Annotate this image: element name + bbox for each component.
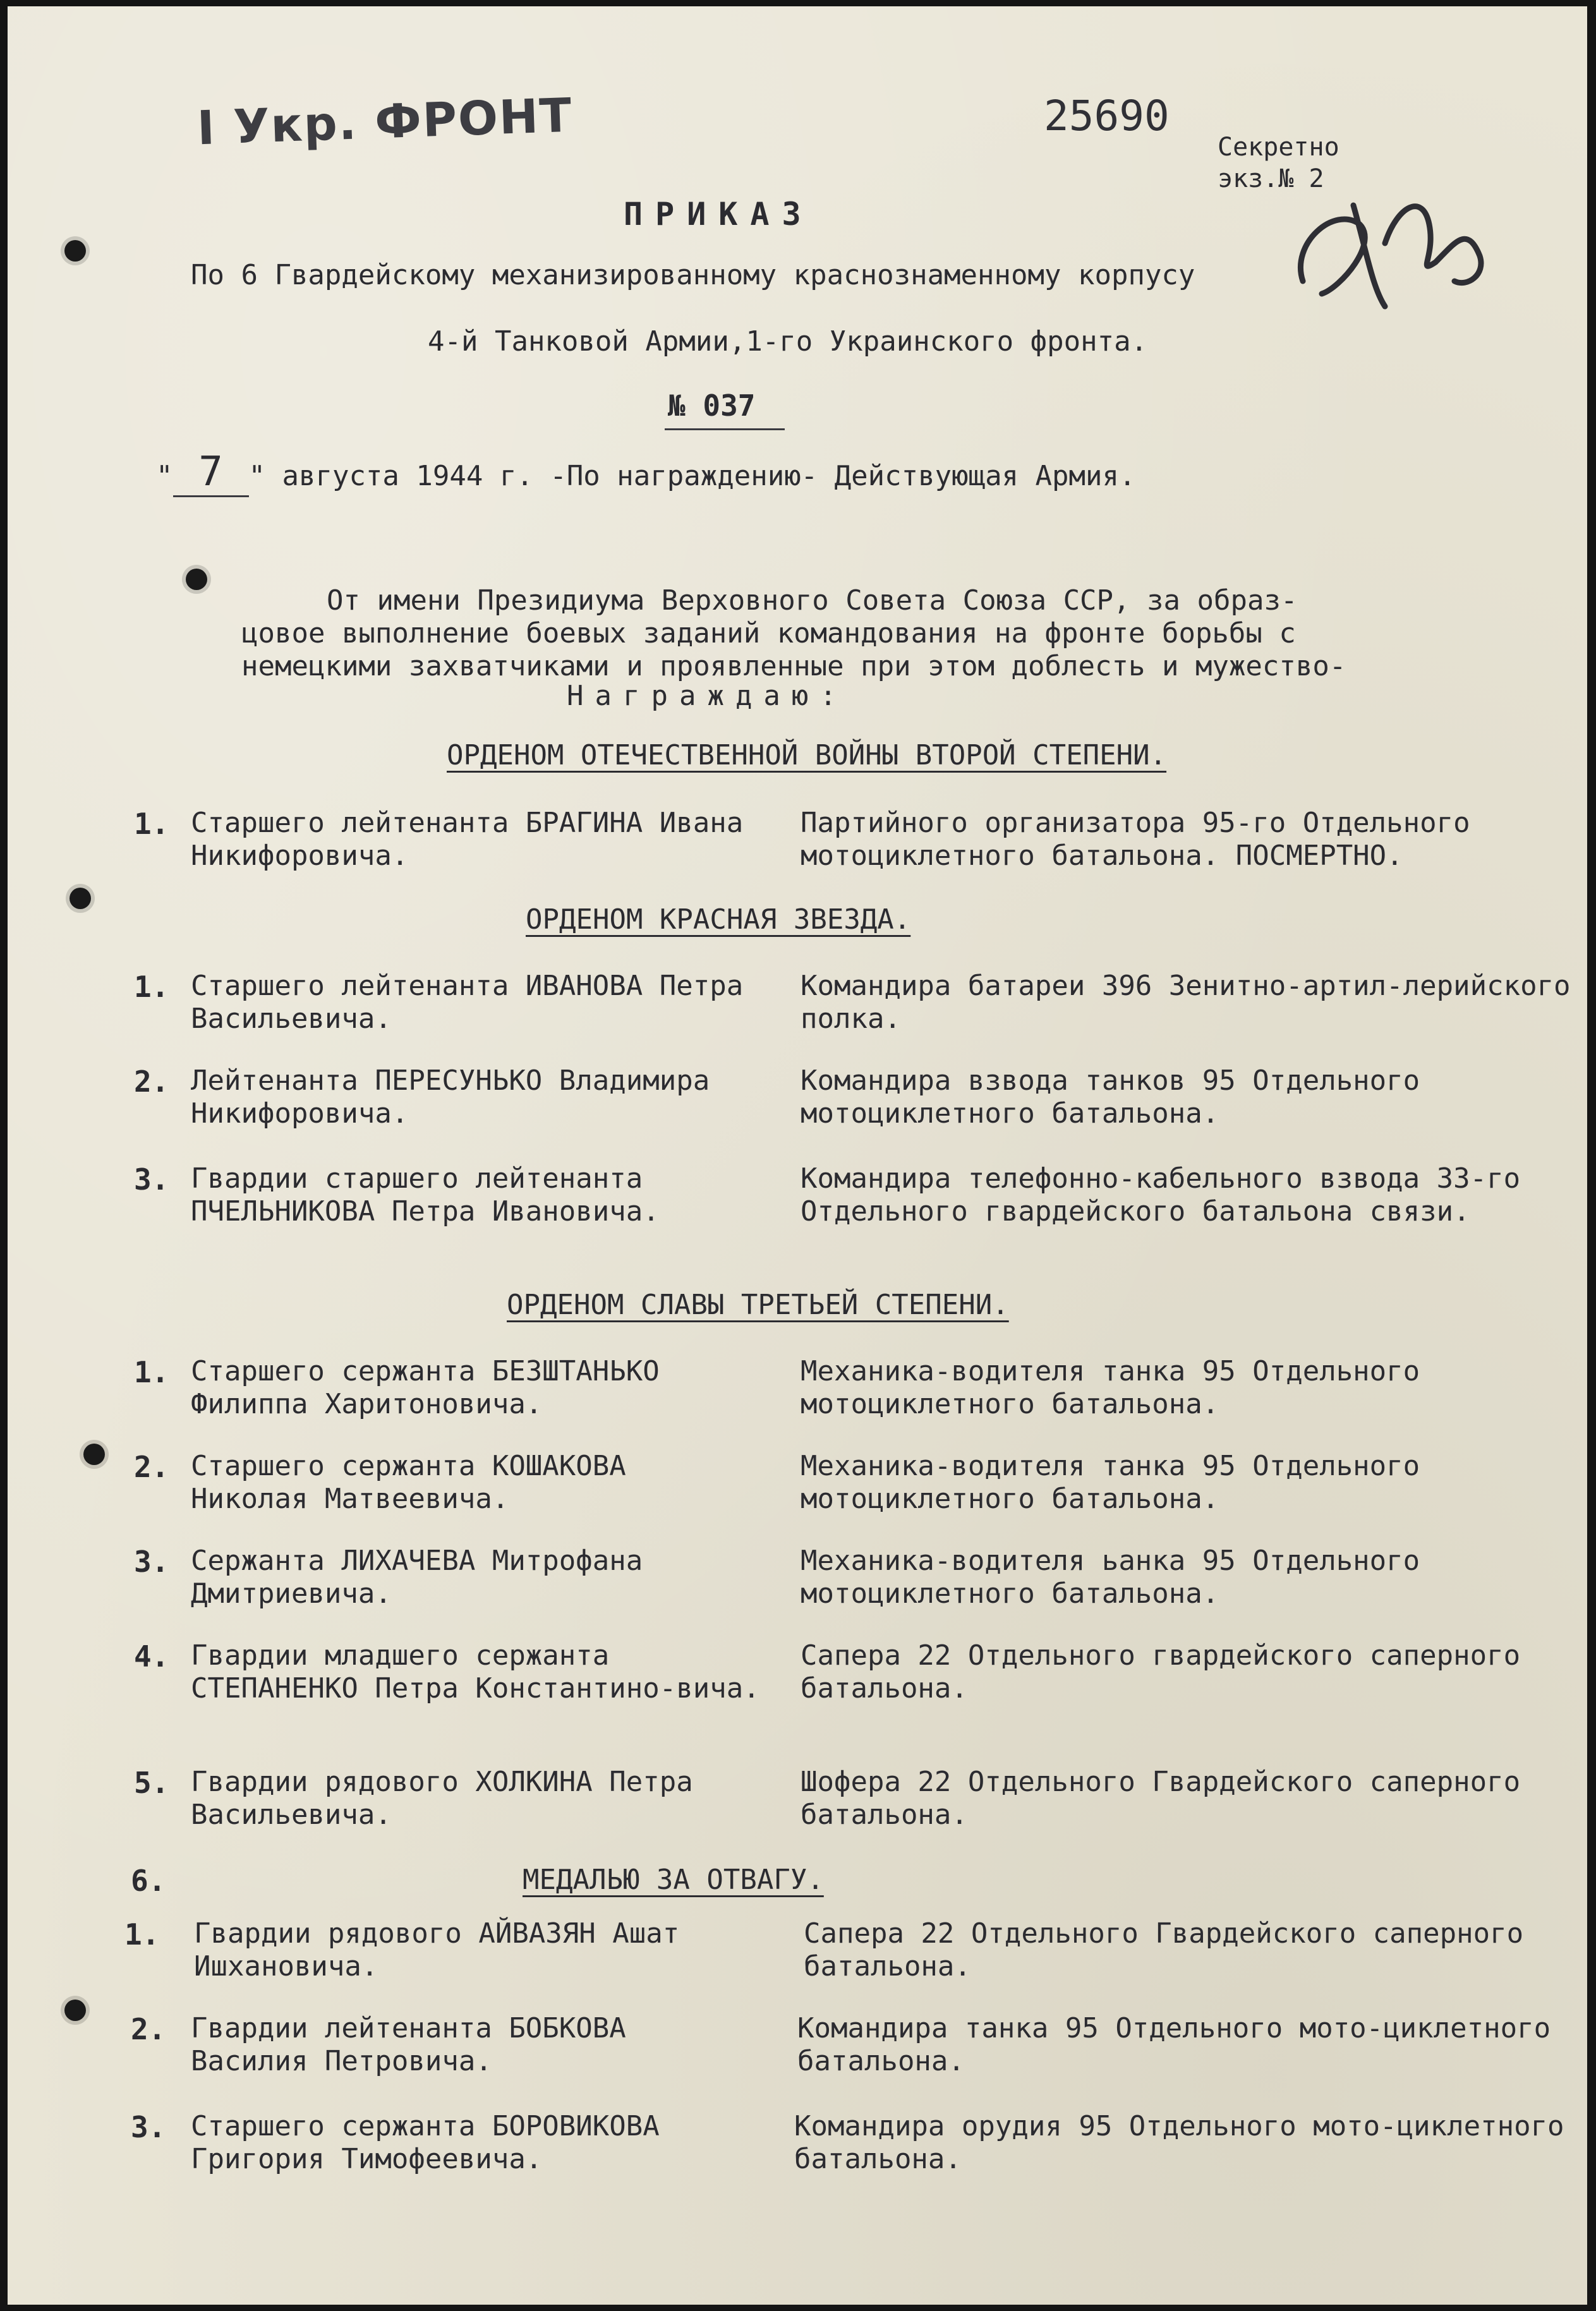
date-day: 7 [173, 449, 249, 497]
entry-name: Гвардии младшего сержанта СТЕПАНЕНКО Петра Константино-вича. [191, 1639, 760, 1705]
entry-post: Механика-водителя танка 95 Отдельного мотоциклетного батальона. [801, 1355, 1420, 1420]
entry-post: Командира орудия 95 Отдельного мото-циклетного батальона. [794, 2110, 1564, 2175]
punch-hole [64, 240, 86, 262]
section-heading: ОРДЕНОМ СЛАВЫ ТРЕТЬЕЙ СТЕПЕНИ. [507, 1289, 1009, 1321]
entry-post: Командира телефонно-кабельного взвода 33-го Отдельного гвардейского батальона связи. [801, 1162, 1521, 1228]
entry-number: 1. [134, 1355, 169, 1389]
punch-hole [70, 888, 91, 909]
date-line: " 7 " августа 1944 г. -По награждению- Действующая Армия. [156, 449, 1135, 497]
entry-number: 5. [134, 1766, 169, 1800]
date-rest: " августа 1944 г. -По награждению- Действующая Армия. [248, 460, 1136, 492]
entry-name: Старшего лейтенанта БРАГИНА Ивана Никифоровича. [191, 807, 744, 872]
entry-number: 4. [134, 1639, 169, 1674]
entry-number: 2. [131, 2012, 166, 2046]
page-title: ПРИКАЗ [624, 196, 814, 232]
entry-number: 3. [134, 1545, 169, 1579]
section-heading: ОРДЕНОМ КРАСНАЯ ЗВЕЗДА. [526, 903, 911, 936]
preamble-line-1: От имени Президиума Верховного Совета Союза ССР, за образ- [327, 584, 1298, 617]
entry-post: Сапера 22 Отдельного Гвардейского саперного батальона. [804, 1917, 1524, 1982]
signature-mark [1278, 167, 1492, 332]
entry-post: Партийного организатора 95-го Отдельного мотоциклетного батальона. ПОСМЕРТНО. [801, 807, 1470, 872]
entry-name: Старшего сержанта КОШАКОВА Николая Матвеевича. [191, 1450, 626, 1515]
punch-hole [64, 2000, 86, 2021]
subtitle-line-1: По 6 Гвардейскому механизированному краснознаменному корпусу [191, 259, 1195, 291]
section-heading: ОРДЕНОМ ОТЕЧЕСТВЕННОЙ ВОЙНЫ ВТОРОЙ СТЕПЕНИ. [447, 739, 1167, 771]
entry-number: 1. [134, 970, 169, 1004]
preamble-line-3: немецкими захватчиками и проявленные при этом доблесть и мужество- [241, 650, 1346, 682]
entry-name: Лейтенанта ПЕРЕСУНЬКО Владимира Никифоровича. [191, 1065, 710, 1130]
section-prefix-number: 6. [131, 1864, 166, 1898]
registry-number: 25690 [1044, 92, 1170, 140]
section-heading: МЕДАЛЬЮ ЗА ОТВАГУ. [523, 1864, 824, 1896]
entry-name: Гвардии лейтенанта БОБКОВА Василия Петровича. [191, 2012, 626, 2077]
entry-name: Старшего сержанта БЕЗШТАНЬКО Филиппа Харитоновича. [191, 1355, 660, 1420]
entry-number: 2. [134, 1450, 169, 1484]
punch-hole [186, 569, 207, 590]
entry-post: Механика-водителя танка 95 Отдельного мотоциклетного батальона. [801, 1450, 1420, 1515]
award-word: Награждаю: [567, 680, 848, 712]
entry-post: Командира взвода танков 95 Отдельного мотоциклетного батальона. [801, 1065, 1420, 1130]
entry-name: Гвардии рядового АЙВАЗЯН Ашат Ишхановича. [194, 1917, 680, 1982]
order-number-underline [665, 428, 785, 430]
secrecy-label: Секретно [1218, 133, 1339, 162]
copy-number: экз.№ 2 [1218, 164, 1324, 193]
entry-name: Гвардии рядового ХОЛКИНА Петра Васильевича. [191, 1766, 693, 1831]
entry-number: 1. [134, 807, 169, 841]
entry-name: Гвардии старшего лейтенанта ПЧЕЛЬНИКОВА Петра Ивановича. [191, 1162, 660, 1228]
entry-number: 1. [124, 1917, 160, 1952]
entry-post: Сапера 22 Отдельного гвардейского саперного батальона. [801, 1639, 1521, 1705]
subtitle-line-2: 4-й Танковой Армии,1-го Украинского фронта. [428, 325, 1148, 358]
entry-post: Механика-водителя ьанка 95 Отдельного мотоциклетного батальона. [801, 1545, 1420, 1610]
entry-number: 3. [131, 2110, 166, 2144]
front-stamp: I Укр. ФРОНТ [196, 88, 574, 156]
entry-name: Старшего лейтенанта ИВАНОВА Петра Васильевича. [191, 970, 744, 1035]
order-number: № 037 [668, 389, 756, 423]
entry-post: Шофера 22 Отдельного Гвардейского саперного батальона. [801, 1766, 1521, 1831]
entry-number: 2. [134, 1065, 169, 1099]
entry-number: 3. [134, 1162, 169, 1197]
entry-post: Командира батареи 396 Зенитно-артил-лерийского полка. [801, 970, 1571, 1035]
entry-name: Старшего сержанта БОРОВИКОВА Григория Тимофеевича. [191, 2110, 660, 2175]
preamble-line-2: цовое выполнение боевых заданий командования на фронте борьбы с [241, 617, 1296, 649]
document-page [8, 6, 1587, 2305]
entry-name: Сержанта ЛИХАЧЕВА Митрофана Дмитриевича. [191, 1545, 643, 1610]
entry-post: Командира танка 95 Отдельного мото-циклетного батальона. [797, 2012, 1551, 2077]
punch-hole [83, 1444, 105, 1465]
